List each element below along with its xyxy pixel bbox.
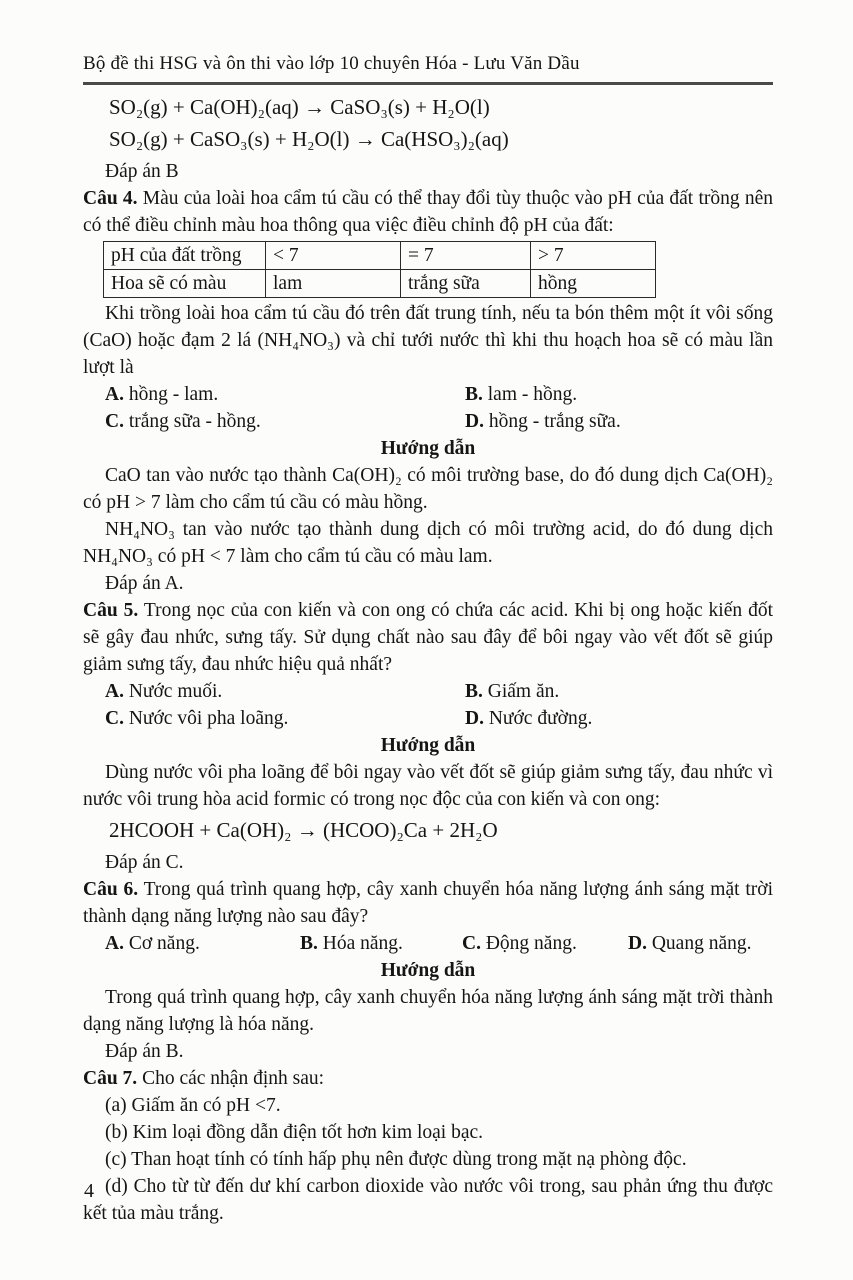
answer-line-q6: Đáp án B. bbox=[105, 1041, 184, 1062]
header-title: Bộ đề thi HSG và ôn thi vào lớp 10 chuyên Hóa - Lưu Văn Dầu bbox=[83, 53, 580, 74]
table-cell: Hoa sẽ có màu bbox=[104, 270, 266, 298]
option-c-text: trắng sữa - hồng. bbox=[128, 411, 261, 432]
option-b-text: lam - hồng. bbox=[487, 384, 578, 405]
table-cell: pH của đất trồng bbox=[104, 242, 266, 270]
option-a bbox=[105, 930, 300, 957]
option-b-label: B. bbox=[465, 384, 483, 405]
option-c-label: C. bbox=[462, 933, 481, 954]
option-b bbox=[465, 678, 773, 705]
option-d-text: Nước đường. bbox=[488, 708, 593, 729]
option-c-text: Động năng. bbox=[485, 933, 577, 954]
option-a-text: hồng - lam. bbox=[128, 384, 219, 405]
option-a-label: A. bbox=[105, 681, 124, 702]
solution-q5: Dùng nước vôi pha loãng để bôi ngay vào vết đốt sẽ giúp giảm sưng tấy, đau nhức vì nước vôi trung hòa acid formic có trong nọc độc của con kiến và con ong: bbox=[83, 762, 773, 810]
question-5-stem bbox=[83, 597, 773, 678]
guide-heading-q5: Hướng dẫn bbox=[380, 735, 476, 756]
solution-q4-cao: CaO tan vào nước tạo thành Ca(OH)₂ có môi trường base, do đó dung dịch Ca(OH)₂ có pH > 7 làm cho cẩm tú cầu có màu hồng. bbox=[83, 465, 773, 513]
option-d-label: D. bbox=[465, 708, 484, 729]
chem-equation-hcooh: 2HCOOH + Ca(OH)₂ → (HCOO)₂Ca + 2H₂O bbox=[109, 818, 498, 842]
table-cell: < 7 bbox=[266, 242, 401, 270]
option-c-label: C. bbox=[105, 708, 124, 729]
question-4-paragraph: Khi trồng loài hoa cẩm tú cầu đó trên đất trung tính, nếu ta bón thêm một ít vôi sống (CaO) hoặc đạm 2 lá (NH₄NO₃) và chỉ tưới nước thì khi thu hoạch hoa sẽ có màu lần lượt là bbox=[83, 303, 773, 378]
solution-q6: Trong quá trình quang hợp, cây xanh chuyển hóa năng lượng ánh sáng mặt trời thành dạng năng lượng là hóa năng. bbox=[83, 987, 773, 1035]
chem-equation-so2-caso3: SO₂(g) + CaSO₃(s) + H₂O(l) → Ca(HSO₃)₂(aq) bbox=[109, 127, 509, 151]
option-b-text: Giấm ăn. bbox=[487, 681, 560, 702]
option-b-text: Hóa năng. bbox=[322, 933, 403, 954]
question-7-text: Cho các nhận định sau: bbox=[142, 1068, 325, 1089]
statement-d: (d) Cho từ từ đến dư khí carbon dioxide vào nước vôi trong, sau phản ứng thu được kết tủa màu trắng. bbox=[83, 1176, 773, 1224]
solution-q4-nh4no3: NH₄NO₃ tan vào nước tạo thành dung dịch có môi trường acid, do đó dung dịch NH₄NO₃ có pH < 7 làm cho cẩm tú cầu có màu lam. bbox=[83, 519, 773, 567]
option-d-label: D. bbox=[465, 411, 484, 432]
chem-equation-so2-caoh2: SO₂(g) + Ca(OH)₂(aq) → CaSO₃(s) + H₂O(l) bbox=[109, 95, 490, 119]
option-c-text: Nước vôi pha loãng. bbox=[128, 708, 289, 729]
option-c bbox=[105, 408, 465, 435]
statement-c: (c) Than hoạt tính có tính hấp phụ nên được dùng trong mặt nạ phòng độc. bbox=[105, 1149, 687, 1170]
option-d-label: D. bbox=[628, 933, 647, 954]
question-6-options-row bbox=[83, 930, 773, 957]
table-cell: > 7 bbox=[531, 242, 656, 270]
question-6-stem bbox=[83, 876, 773, 930]
statement-a: (a) Giấm ăn có pH <7. bbox=[105, 1095, 281, 1116]
option-b bbox=[465, 381, 773, 408]
option-d bbox=[628, 930, 773, 957]
option-d-text: hồng - trắng sữa. bbox=[488, 411, 621, 432]
option-c bbox=[462, 930, 628, 957]
question-7-label: Câu 7. bbox=[83, 1068, 138, 1089]
option-d bbox=[465, 408, 773, 435]
question-4-options-row-1 bbox=[83, 381, 773, 408]
table-cell: = 7 bbox=[401, 242, 531, 270]
option-d-text: Quang năng. bbox=[651, 933, 752, 954]
guide-heading-q6: Hướng dẫn bbox=[380, 960, 476, 981]
option-b-label: B. bbox=[300, 933, 318, 954]
table-row bbox=[104, 242, 656, 270]
option-a-text: Nước muối. bbox=[128, 681, 223, 702]
option-a bbox=[105, 678, 465, 705]
option-a-label: A. bbox=[105, 384, 124, 405]
guide-heading-q4: Hướng dẫn bbox=[380, 438, 476, 459]
option-b-label: B. bbox=[465, 681, 483, 702]
answer-line-q4: Đáp án A. bbox=[105, 573, 184, 594]
table-cell: trắng sữa bbox=[401, 270, 531, 298]
option-a-label: A. bbox=[105, 933, 124, 954]
table-row bbox=[104, 270, 656, 298]
page-header bbox=[83, 50, 773, 85]
option-b bbox=[300, 930, 462, 957]
ph-color-table bbox=[103, 241, 656, 298]
question-6-label: Câu 6. bbox=[83, 879, 139, 900]
question-5-options-row-1 bbox=[83, 678, 773, 705]
answer-line-q5: Đáp án C. bbox=[105, 852, 184, 873]
question-5-text: Trong nọc của con kiến và con ong có chứa các acid. Khi bị ong hoặc kiến đốt sẽ gây đau nhức, sưng tấy. Sử dụng chất nào sau đây để bôi ngay vào vết đốt sẽ giúp giảm sưng tấy, đau nhức hiệu quả nhất? bbox=[83, 600, 773, 675]
question-4-stem bbox=[83, 185, 773, 239]
question-4-options-row-2 bbox=[83, 408, 773, 435]
question-5-label: Câu 5. bbox=[83, 600, 139, 621]
question-7-stem bbox=[83, 1065, 773, 1092]
table-cell: hồng bbox=[531, 270, 656, 298]
page-body bbox=[83, 94, 773, 1227]
question-4-label: Câu 4. bbox=[83, 188, 138, 209]
statement-b: (b) Kim loại đồng dẫn điện tốt hơn kim loại bạc. bbox=[105, 1122, 484, 1143]
option-d bbox=[465, 705, 773, 732]
question-4-text: Màu của loài hoa cẩm tú cầu có thể thay đổi tùy thuộc vào pH của đất trồng nên có thể điều chỉnh màu hoa thông qua việc điều chỉnh độ pH của đất: bbox=[83, 188, 773, 236]
answer-line-q3: Đáp án B bbox=[105, 161, 179, 182]
question-6-text: Trong quá trình quang hợp, cây xanh chuyển hóa năng lượng ánh sáng mặt trời thành dạng năng lượng nào sau đây? bbox=[83, 879, 773, 927]
question-5-options-row-2 bbox=[83, 705, 773, 732]
option-c-label: C. bbox=[105, 411, 124, 432]
table-cell: lam bbox=[266, 270, 401, 298]
page-number: 4 bbox=[84, 1180, 94, 1202]
option-c bbox=[105, 705, 465, 732]
option-a bbox=[105, 381, 465, 408]
option-a-text: Cơ năng. bbox=[128, 933, 200, 954]
